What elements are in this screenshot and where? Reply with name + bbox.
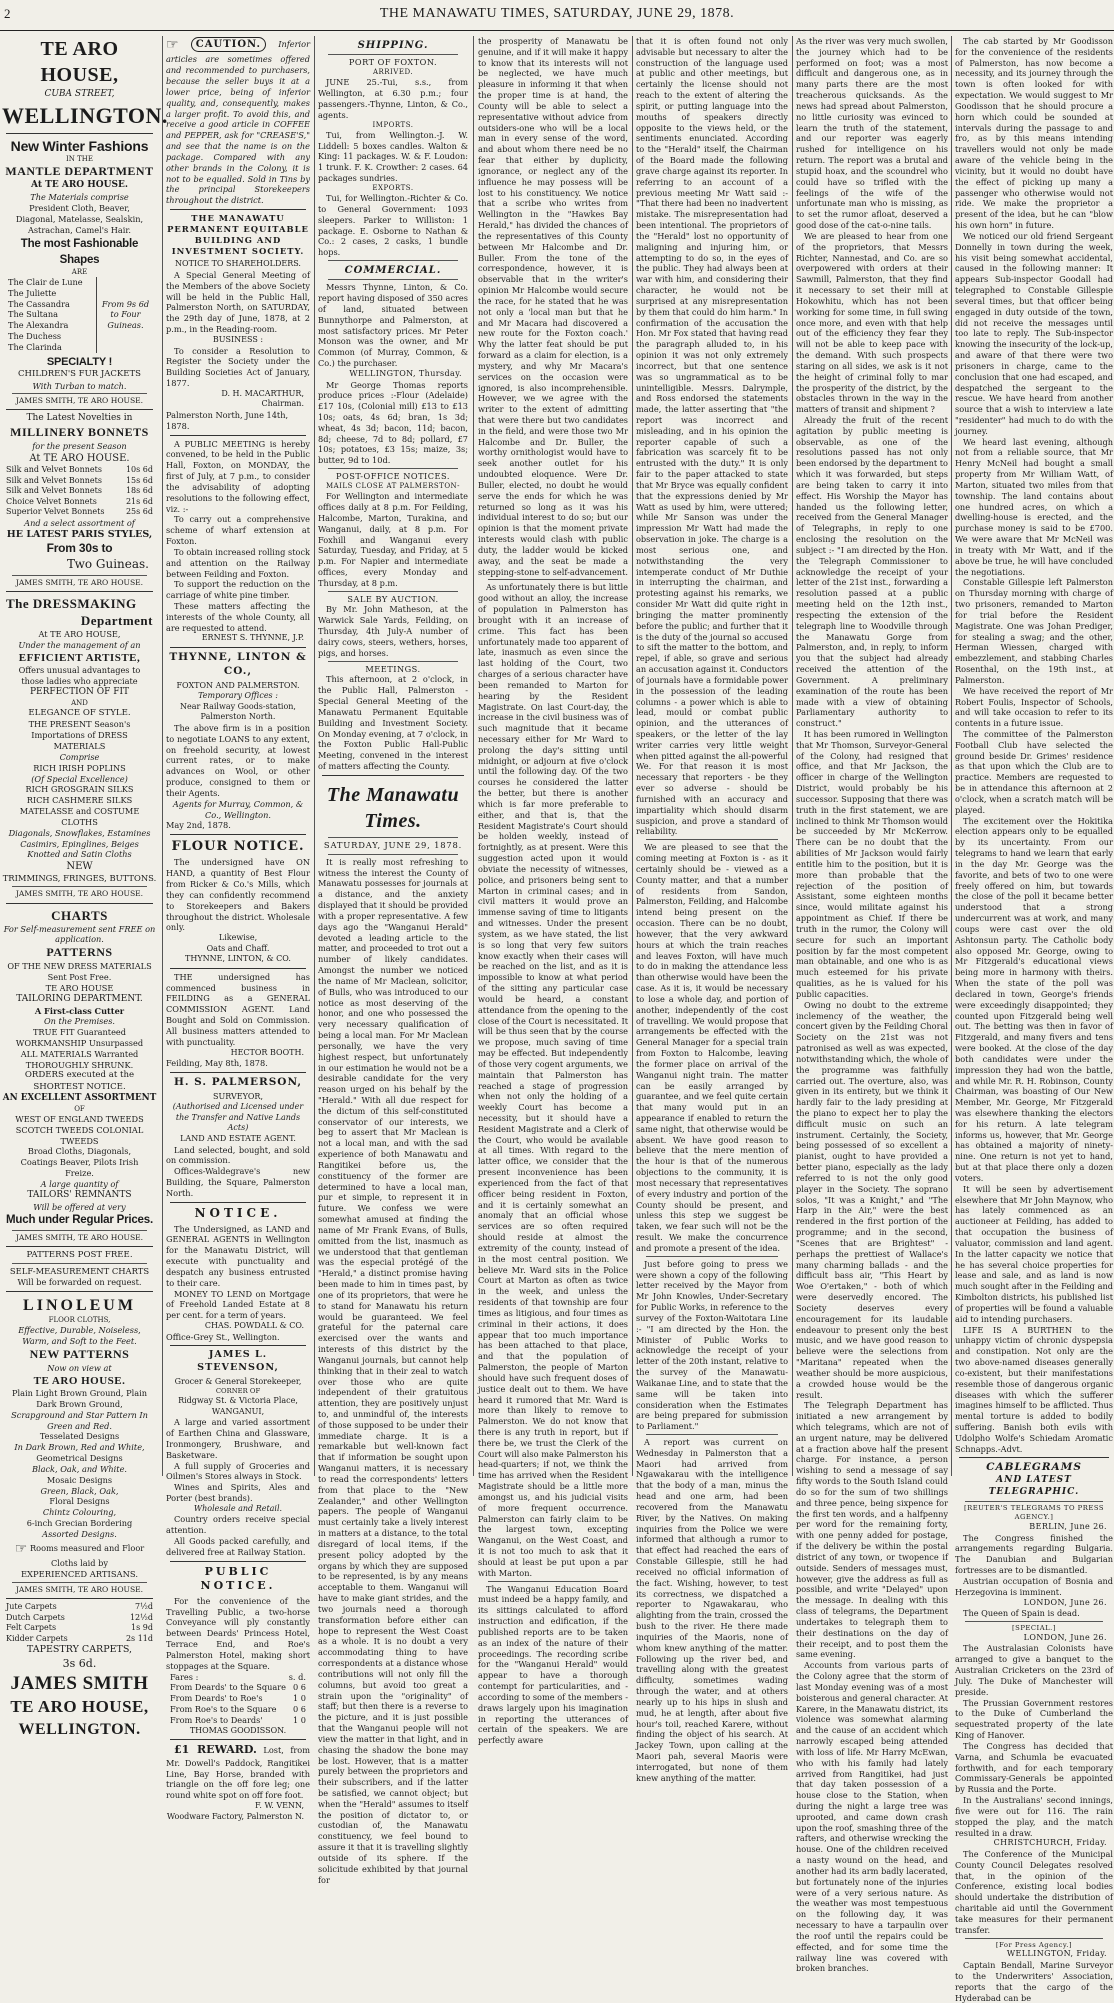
price-row <box>2 497 157 508</box>
article-text: The Wanganui Education Board must indeed be a happy family, and its sittings calculated to afford instruction and edification, if the published reports are to be taken as an index of the nature of their proceedings. The recording scribe for the "Wanganui Herald" would appear to have a thorough contempt for particularities, and - according to some of the members - draws largely upon his imagination in reporting the utterances of certain of the speakers. We are perfectly aware <box>478 1583 628 1746</box>
ad-text: WEST OF ENGLAND TWEEDS SCOTCH TWEEDS COLONIAL TWEEDS <box>15 1114 144 1146</box>
ad-text: AN EXCELLENT ASSORTMENT <box>2 1093 157 1104</box>
notice-heading: NOTICE. <box>194 1205 282 1220</box>
notice-signature: THOMAS GOODISSON. <box>189 1725 287 1735</box>
article-text: The Conference of the Municipal County Council Delegates resolved that, in the opinion of the Conference, existing local bodies should undertake the distribution of charitable aid until the Government take measures for their permanent transfer. <box>955 1848 1113 1935</box>
notice-text: The above firm is in a position to negotiate LOANS to any extent, on freehold security, at lowest current rates, or to make advances on Wool, or other produce, consigned to them or their Agents. <box>166 722 310 798</box>
article-text: Austrian occupation of Bosnia and Herzegovina is imminent. <box>955 1575 1113 1597</box>
notice-text: Temporary Offices : <box>198 691 278 701</box>
section-heading-shipping: SHIPPING. <box>357 40 429 51</box>
ad-text: ARE <box>71 267 88 276</box>
ad-text: MATELASSE and COSTUME CLOTHS <box>19 806 140 827</box>
price-item-name: Silk and Velvet Bonnets <box>6 475 102 485</box>
article-text: We heard last evening, although not from a reliable source, that Mr Henry McNeil had bought a small property from Mr William Watt, of Marton, situated two miles from that township. The land contains about one hundred acres, on which a dwelling-house is erected, and the purchase money is said to be £700. We were aware that Mr McNeil was in treaty with Mr Watt, and if the above be true, he will have concluded the negotiations. <box>955 436 1113 577</box>
price-row <box>2 465 157 476</box>
page-number: 2 <box>4 6 11 21</box>
ad-text: Effective, Durable, Noiseless, Warm, and Soft to the Feet. <box>18 1325 141 1347</box>
ad-text: Black, Oak, and White. <box>31 1463 128 1474</box>
dateline: WELLINGTON, Thursday. <box>349 368 462 378</box>
column-notices <box>166 36 310 1821</box>
caution-label: CAUTION. <box>191 37 266 52</box>
price-item-value: 1s 9d <box>131 1623 153 1633</box>
ad-text: Broad Cloths, Diagonals, Coatings Beaver, Pilots Irish Freize. <box>20 1146 139 1179</box>
notice-text: Grocer & General Storekeeper, <box>174 1376 302 1386</box>
article-text: Constable Gillespie left Palmerston on Thursday morning with charge of two prisoners, remanded to Marton for trial before the Resident Magistrate. One was Johan Prediger, for stealing a swag; and the other, Herman Wiessen, charged with embezzlement, and stabbing Charles Rosenthal, on the 19th inst., at Palmerston. <box>955 577 1113 685</box>
ad-text: Will be offered at very <box>33 1201 126 1212</box>
notice-text: To support the reduction on the carriage of white pine timber. <box>166 579 310 601</box>
article-text: The Australasian Colonists have arranged to give a banquet to the Australian Cricketers on the 23rd of July. The Duke of Manchester will preside. <box>955 1643 1113 1697</box>
article-text: The cab started by Mr Goodisson for the convenience of the residents of Palmerston, has now become a necessity, and its journey through the town is often looked for with expectation. We would suggest to Mr Goodisson that he should procure a horn which could be sounded at intervals during the passage to and fro, as by this means intending travellers would not only be made aware of the vehicle being in the vicinity, but it would no doubt have the effect of picking up many a passenger who otherwise would not ride. We make the proprietor a present of the idea, but he can "blow his own horn" in future. <box>955 36 1113 231</box>
ad-text: THOROUGHLY SHRUNK. <box>25 1059 134 1070</box>
article-text: As unfortunately there is but little good without an alloy, the increase of population in Palmerston has brought with it an increase of crime. This fact has been unfortunately made too apparent of late, inasmuch as even since the last holding of the Court, two charges of a serious character have been remanded to Marton for hearing by the Resident Magistrate. On last Court-day, the increase in the civil business was of such magnitude that it became necessary either for Mr Ward to prolong the day's sitting until midnight, or adjourn at five o'clock until the following day. Of the two courses he considered the latter the better, but there is another which is far more preferable to either, and that is, that the Resident Magistrate's Court should be holden weekly, instead of fortnightly, as at present. Were this suggestion acted upon it would obviate the necessity of witnesses, police, and prisoners being sent to Marton in criminal cases; and in civil matters it would prove an immense saving of time to litigants and witnesses. Under the present system, as we have stated, the list is so long that very few suitors know exactly when their cases will be reached on the list, and as it is impossible to know at what period of the sitting any particular case would be heard, a constant attendance from the opening to the close of the Court is necessitated. It will be thus seen that by the course we propose, much saving of time may be effected. But independently of those very cogent arguments, we maintain that Palmerston has reached a stage of progression when not only the holding of a weekly Court has become a necessity, but it should have a Resident Magistrate and a Clerk of the Court, who would be available at all times. With regard to the latter office, we consider that the present inconvenience has been experienced from the fact of that officer being resident in Foxton, and it is certainly somewhat an anomaly that an official whose services are so often required should reside at almost the extremity of the county, instead of in the most central position. We believe Mr. Ward sits in the Police Court at Marton as often as twice in the week, and unless the residents of that township are four times as litigious, and four times as criminal in their actions, it does appear that too much importance has been attached to that place, and that the population of Palmerston, the people of Marton should have such frequent doses of justice dealt out to them. We have heard it rumored that Mr. Ward is more than likely to remove to Palmerston. We do not know that there is any truth in report, but if there be, we trust the Clerk of the Court will also make Palmerston his head-quarters; if not, we think the time has arrived when the Resident Magistrate should be a little more amongst us, and his judicial visits of more frequent occurrence. Palmerston can fairly claim to be the largest town, excepting Wanganui, on the West Coast, and it is not too much to ask that it should at least be put upon a par with Marton. <box>478 582 628 1578</box>
column-editorial-3 <box>636 36 788 1783</box>
fare-price: 0 6 <box>292 1682 306 1693</box>
article-text: It will be seen by advertisement elsewhere that Mr John Maynow, who has lately commenced as an auctioneer at Feilding, has added to that occupation the business of valuator, commission and land agent. In the latter capacity we notice that he has several choice properties for lease and sale, and as land is now much sought after in the Feilding and Kimbolton districts, his published list of properties will be found a valuable aid to intending purchasers. <box>955 1183 1113 1324</box>
ad-text: The Latest Novelties in <box>26 413 133 424</box>
article-text: LIFE IS A BURTHEN to the unhappy victim of chronic dyspepsia and constipation. Not only are the two above-named diseases generally co-existent, but their manifestations resemble those of dangerous organic diseases with which the sufferer imagines himself to be afflicted. Thus mental torture is added to bodily suffering. Banish both evils with Udolpho Wolfe's Schiedam Aromatic Schnapps.-Advt. <box>955 1324 1113 1454</box>
fares-columns: s. d. <box>288 1671 306 1682</box>
price-row <box>2 1613 157 1624</box>
ad-footer-house: TE ARO HOUSE, <box>10 1697 149 1717</box>
column-rule <box>632 36 633 1476</box>
fare-price: 1 0 <box>292 1714 306 1725</box>
notice-text: For the convenience of the Travelling Public, a two-horse Conveyance will ply constantly between Deards' Princess Hotel, Terrace End, and Roe's Palmerston Hotel, making short stoppages at the Square. <box>166 1595 310 1671</box>
fare-row <box>166 1715 310 1726</box>
notice-text: To consider a Resolution to Register the Society under the Building Societies Act of January, 1877. <box>166 345 310 388</box>
ad-text: ORDERS executed at the SHORTEST NOTICE. <box>24 1070 135 1092</box>
article-text: The committee of the Palmerston Football Club have selected the ground beside Dr. Grimes' residence as that upon which the Club are to practice. Members are requested to be in attendance this afternoon at 2 o'clock, when a scratch match will be played. <box>955 729 1113 815</box>
ad-text: THE PRESENT Season's Importations of DRESS MATERIALS <box>28 719 131 752</box>
price-item-value: 25s 6d <box>125 507 153 517</box>
notice-text: LAND AND ESTATE AGENT. <box>180 1134 296 1144</box>
notice-text: Near Railway Goods-station, Palmerston North. <box>180 701 296 722</box>
ad-text: CHILDREN'S FUR JACKETS <box>18 369 141 380</box>
ad-text: A large quantity of <box>40 1178 119 1189</box>
notice-text: Ridgway St. & Victoria Place, <box>178 1396 298 1406</box>
sub-heading: [For Press Agency.] <box>995 1940 1073 1949</box>
article-text: By Mr. John Matheson, at the Warwick Sale Yards, Feilding, on Thursday, 4th July-A number of dairy cows, steers, wethers, horses, pigs, and horses. <box>318 604 468 658</box>
notice-signature: D. H. MACARTHUR, <box>221 388 304 398</box>
column-rule <box>314 36 315 1476</box>
article-text: The Congress finished the arrangements regarding Bulgaria. The Danubian and Bulgarian fortresses are to be dismantled. <box>955 1532 1113 1576</box>
notice-subheading: NOTICE TO SHAREHOLDERS. <box>175 259 301 269</box>
article-text: This afternoon, at 2 o'clock, in the Public Hall, Palmerston - Special General Meeting of the Manawatu Permanent Equitable Building and Investment Society. On Monday evening, at 7 o'clock, in the Foxton Public Hall-Public Meeting, convened in the interest of matters affecting the County. <box>318 674 468 772</box>
ad-text: TAILORING DEPARTMENT. <box>16 993 143 1004</box>
shape-item: The Juliette <box>8 287 57 298</box>
notice-heading: £1 REWARD. <box>174 1743 257 1757</box>
ad-text: RICH IRISH POPLINS <box>33 762 126 773</box>
ad-text: TRIMMINGS, FRINGES, BUTTONS. <box>2 873 157 884</box>
ad-text: Two Guineas. <box>67 557 149 571</box>
sub-heading: ARRIVED. <box>372 68 414 77</box>
shape-list <box>8 277 97 353</box>
notice-text: A PUBLIC MEETING is hereby convened, to be held in the Public Hall, Foxton, on MONDAY, the first of July, at 7 p.m., to consider the advisability of adopting resolutions to the following effect, viz. :- <box>166 438 310 514</box>
price-item-name: Felt Carpets <box>6 1623 57 1633</box>
column-local-news-cables <box>955 36 1113 2003</box>
notice-heading: FLOUR NOTICE. <box>171 839 305 855</box>
article-text: We have received the report of Mr Robert Foulis, Inspector of Schools, and will take occasion to refer to its contents in a future issue. <box>955 685 1113 729</box>
article-text: The Queen of Spain is dead. <box>963 1608 1080 1619</box>
ad-text: for the present Season <box>32 441 127 452</box>
shape-item: The Alexandra <box>8 320 69 331</box>
ad-text: HE LATEST PARIS STYLES, <box>6 528 153 540</box>
dateline: LONDON, June 26. <box>1023 1597 1107 1607</box>
article-text: The Telegraph Department has initiated a new arrangement by which telegrams, which are not of an urgent nature, may be delivered at a fraction above half the present charge. For instance, a person wishing to send a message of say fifty words to the South Island could do so for the sum of two shillings and three pence, being sixpence for the first ten words, and a halfpenny per word for the remaining forty, with one penny added for postage, if the delivery be within the postal district of any town, or twopence if outside. Senders of messages must, however, give the address as full as possible, and write "Delayed" upon the message. In dealing with this class of telegrams, the Department undertakes to telegraph them to their destinations on the day of their receipt, and to post them the same evening. <box>796 1400 948 1660</box>
ad-text: SELF-MEASUREMENT CHARTS <box>9 1266 150 1277</box>
ad-signature: JAMES SMITH, TE ARO HOUSE. <box>15 1585 144 1595</box>
ad-text: Diagonals, Snowflakes, Estamines Casimirs, Epinglines, Beiges Knotted and Satin Cloths <box>8 827 151 860</box>
article-text: Tui, from Wellington.-J. W. Liddell: 5 boxes candles. Walton & King: 11 packages. W. & F. Loudon: 1 trunk. F. K. Crowther: 2 cases. 64 packages sundries. <box>318 129 468 184</box>
notice-text: Offices-Waldegrave's new Building, the Square, Palmerston North. <box>166 1166 310 1198</box>
article-text: that it is often found not only advisable but necessary to alter the construction of the language used at public and other meetings, but certainly the license should not reach to the extent of altering the spirit, or putting language into the mouths of speakers directly opposite to the views held, or the sentiments enunciated. According to the "Herald" itself, the Chairman of the Board made the following grave charge against its reporter. In referring to an account of a previous meeting Mr Watt said :- "That there had been no inadvertent mistake. The misrepresentation had been intentional. The proprietors of the "Herald" lost no opportunity of maligning and injuring him, or attempting to do so, in the eyes of the public. They had always been at war with him, and considering their character, he would not be surprised at any misrepresentation by them that could do him harm." In confirmation of the accusation the Hon. Mr Fox stated that having read the paragraph alluded to, in his opinion it was not only extremely incorrect, but that one sentence was so ungrammatical as to be unintelligible. Messrs. Dalrymple, and Ross endorsed the statements made, the latter asserting that "the report was incorrect and misleading, and in his opinion the reporter capable of such a fabrication was scarcely fit to be entrusted with the duty." It is only fair to the paper attacked to state that Mr Bryce was equally confident that the expressions denied by Mr Watt as used by him, were uttered; while Mr Sanson was under the impression Mr Watt had made the observation in joke. The charge is a most serious one, and notwithstanding the very intemperate conduct of Mr Duthie in interrupting the chairman, and protesting against his remarks, we consider Mr Watt did quite right in bringing the matter prominently before the public; and further that it is the duty of the journal so accused to sift the matter to the bottom, and repel, if able, so grave and serious an accusation against it. Conductors of journals have a formidable power in the possession of the leading columns - a power which is able to lead, mould or combat public opinion, and the utterances of speakers, or the letter of the lay writer carries very little weight when pitted against the all-powerful We. For that reason it is most necessary that reporters - be they ever so adverse - should be furnished with an accuracy and impartiality which should disarm suspicion, and prove a standard of reliability. <box>636 36 788 837</box>
ad-text: At TE ARO HOUSE. <box>31 180 128 191</box>
article-text: The Congress has decided that Varna, and Schumla be evacuated forthwith, and for each temporary Commissary-Generals be appointed by Russia and the Porte. <box>955 1740 1113 1795</box>
notice-text: A full supply of Groceries and Oilmen's Stores always in Stock. <box>166 1460 310 1482</box>
notice-text: Office-Grey St., Wellington. <box>166 1331 280 1342</box>
ad-text: WORKMANSHIP Unsurpassed <box>15 1037 144 1048</box>
article-text: Owing no doubt to the extreme inclemency of the weather, the concert given by the Feilding Choral Society on the 21st was not patronised as well as was expected, notwithstanding which, the whole of the programme was faithfully carried out. The overture, also, was given in its entirety, but we think it hardly fair to the lady presiding at the piano to expect her to play the difficult music on such an instrument. Certainly, the Society, being possessed of so excellent a pianist, ought to have provided a better piano, especially as the lady referred to is not the only good player in the Society. The soprano solos, "It was a Knight," and "The Harp in the Air," were the best rendered in the first portion of the programme; and in the second, "Scenes that are Brightest" - perhaps the prettiest of Wallace's many charming ballads - and the difficult bass air, "This Heart by Woe O'ertaken," - both of which were deservedly encored. The Society deserves every encouragement for its laudable endeavour to present only the best music, and we have good reason to believe were the selections from "Maritana" repeated when the weather should be more auspicious, a crowded house would be the result. <box>796 999 948 1400</box>
ad-city: WELLINGTON. <box>2 102 168 128</box>
ad-footer-city: WELLINGTON. <box>18 1720 141 1738</box>
notice-text: SURVEYOR, <box>213 1091 263 1101</box>
notice-heading: PUBLIC NOTICE. <box>200 1564 276 1593</box>
column-rule <box>473 36 474 1476</box>
article-text: the prosperity of Manawatu be genuine, and if it will make it happy to know that its interests will not be neglected, we have much pleasure in informing it that when the proper time is at hand, the County will be able to select a representative without advice from outsiders-one who will be a local man in every sense of the word, and about whom there need be no fear that either by duplicity, ignorance, or neglect any of the influence he may possess will be lost to his constituency. We notice that a scribe who writes from Wellington in the "Hawkes Bay Herald," has divided the chances of the representatives of this County between Mr Halcombe and Dr. Buller. From the tone of the correspondence, however, it is observable that in the writer's opinion Mr Halcombe would secure the race, for he stated that he was not only a 'local man but that he and Mr Macara had discovered a new route for the Foxton coach.' Why the latter feat should be put forward as a claim for election, is a mystery, and why Mr Macara's services on the occasion were ignored, is also incomprehensible. However, we we agree with the writer to the extent of admitting that were there but two candidates in the field, and were those two Mr Halcombe and Dr. Buller, the worthy ornithologist would have to seek another outlet for his undoubted eloquence. Were Dr. Buller, elected, no doubt he would serve the ends for which he was returned so long as it was his individual interest to do so; but our opinion is that the moment private interests would clash with public duty, the ladder would be kicked away, and the seat be made a stepping-stone to self-advancement. <box>478 36 628 577</box>
ad-text: Floral Designs <box>49 1496 110 1507</box>
notice-text: Wholesale and Retail. <box>193 1503 283 1513</box>
notice-text: Chairman. <box>261 399 304 409</box>
notice-signature: HECTOR BOOTH. <box>230 1047 304 1057</box>
sub-heading: PORT OF FOXTON. <box>348 57 438 68</box>
caution-text: Inferior articles are sometimes offered and recommended to purchasers, because the seller buys it at a lower price, being of inferior quality, and, consequently, makes a larger profit. To avoid this, and receive a good article in COFFEE and PEPPER, ask for "CREASE'S," and see that the name is on the package. Compared with any other brands in the Colony, it is not to be equalled. Sold in Tins by the principal Storekeepers throughout the district. <box>166 39 310 206</box>
sub-heading: MEETINGS. <box>365 663 421 674</box>
masthead <box>0 6 1114 28</box>
column-rule <box>792 36 793 1476</box>
ad-text: EXPERIENCED ARTISANS. <box>20 1569 139 1580</box>
ad-text: In Dark Brown, Red and White, <box>14 1442 145 1453</box>
ad-text: Assorted Designs. <box>42 1528 117 1539</box>
notice-text: Oats and Chaff. <box>206 943 270 953</box>
notice-date: Palmerston North, June 14th, 1878. <box>166 409 289 431</box>
sub-heading: SALE BY AUCTION. <box>347 593 439 604</box>
ad-fashions: New Winter Fashions <box>10 137 149 154</box>
shape-item: The Cassandra <box>8 298 70 309</box>
article-text: In the Australians' second innings, five were out for 116. The rain stopped the play, and the match resulted in a draw. <box>955 1795 1113 1838</box>
ad-text: Mosaic Designs <box>46 1474 113 1485</box>
ad-shapes-head: The most Fashionable Shapes <box>20 238 139 266</box>
ad-text: TAPESTRY CARPETS, <box>26 1644 133 1656</box>
article-text: The Prussian Government restores to the Duke of Cumberland the sequestrated property of the late King of Hanover. <box>955 1697 1113 1741</box>
ad-text: NEW PATTERNS <box>29 1346 130 1361</box>
notice-heading: THYNNE, LINTON & CO., <box>169 651 307 677</box>
notice-subheading: FOXTON AND PALMERSTON. <box>176 680 300 690</box>
column-rule <box>951 36 952 1476</box>
shape-price: From 9s 6d to Four Guineas. <box>101 298 150 331</box>
article-text: Captain Bendall, Marine Surveyor to the Underwriters' Association, reports that the cargo of the Hyderabad can be <box>955 1960 1113 2003</box>
price-row <box>2 1623 157 1634</box>
price-item-name: Silk and Velvet Bonnets <box>6 486 102 496</box>
notice-heading: THE MANAWATU PERMANENT EQUITABLE BUILDING AND INVESTMENT SOCIETY. <box>167 213 309 257</box>
ad-text: RICH CASHMERE SILKS <box>26 795 133 806</box>
article-text: For Wellington and intermediate offices daily at 8 p.m. For Feilding, Halcombe, Marton, Turakina, and Wanganui, daily, at 8 p.m. For Foxhill and Wanganui every Saturday, Tuesday, and Friday, at 5 p.m. For Napier and intermediate offices, every Monday and Thursday, at 8 p.m. <box>318 491 468 588</box>
sub-heading: EXPORTS. <box>372 183 414 192</box>
article-text: Just before going to press we were shown a copy of the following letter received by the Mayor from Mr John Knowles, Under-Secretary for Public Works, in reference to the survey of the Foxton-Waitotara Line :- "I am directed by the Hon. the Minister of Public Works to acknowledge the receipt of your letter of the 20th instant, relative to the survey of the Manawatu-Waikanae Line, and to state that the same will be taken into consideration when the Estimates are being prepared for submission to Parliament." <box>636 1258 788 1432</box>
pointing-hand-icon: ☞ <box>14 1540 28 1557</box>
ad-text: 6-inch Grecian Bordering <box>26 1518 133 1529</box>
column-rule <box>162 36 163 1476</box>
article-text: We are pleased to hear from one of the proprietors, that Messrs Richter, Nannestad, and Co. are so overpowered with orders at their Sawmill, Palmerston, that they find it necessary to set their mill at Hokowhitu, which has not been working for some time, in full swing once more, and even with that help out of the efficiency they fear they will not be able to keep pace with the demand. With such prospects staring on all sides, we ask is it not the height of criminal folly to mar the prosperity of the district, by the obstacles thrown in the way in the matters of transit and shipment ? <box>796 230 948 415</box>
ad-text: Comprise <box>59 751 100 762</box>
sub-heading: [SPECIAL.] <box>1012 1623 1056 1632</box>
ad-street: CUBA STREET, <box>44 88 115 99</box>
notice-text: The undersigned have ON HAND, a quantity of Best Flour from Ricker & Co.'s Mills, which they can confidently recommend to Storekeepers and Bakers throughout the district. Wholesale only. <box>166 857 310 933</box>
ad-text: OF <box>74 1104 85 1113</box>
ad-signature: JAMES SMITH, TE ARO HOUSE. <box>15 577 144 587</box>
price-item-value: 7½d <box>135 1602 153 1612</box>
price-row <box>2 486 157 497</box>
ad-text: For Self-measurement sent FREE on application. <box>3 923 156 945</box>
dateline: WELLINGTON, Friday. <box>1006 1949 1107 1959</box>
section-heading-telegraphic: AND LATEST TELEGRAPHIC. <box>988 1475 1080 1498</box>
ad-dressmaking: The DRESSMAKING <box>6 595 137 611</box>
ad-text: With Turban to match. <box>32 380 127 391</box>
notice-date: May 2nd, 1878. <box>166 820 231 831</box>
ad-mantle-dept: MANTLE DEPARTMENT <box>5 164 154 179</box>
notice-text: BUSINESS : <box>212 334 264 344</box>
ad-text: On the Premises. <box>43 1016 116 1027</box>
price-item-value: 2s 11d <box>125 1633 153 1643</box>
price-item-name: Dutch Carpets <box>6 1612 65 1622</box>
fare-row <box>166 1693 310 1704</box>
price-item-name: Jute Carpets <box>6 1602 57 1612</box>
price-row <box>2 1634 157 1645</box>
fare-route: From Deards' to the Square <box>170 1682 286 1693</box>
fare-route: From Deards' to Roe's <box>170 1693 263 1704</box>
notice-text: To obtain increased rolling stock and attention on the Railway between Feilding and Foxton. <box>166 546 310 579</box>
article-text: We noticed our old friend Sergeant Donnelly in town during the week, his visit being somewhat accidental, caused in the following manner: It appears Sub-inspector Goodall had telegraphed to Constable Gillespie several times, but that officer being engaged in duty outside of the town, did not receive the messages until too late to reply. The Sub-inspector knowing the insecurity of the lock-up, and aware of that there were two prisoners in charge, came to the conclusion that one had escaped, and despatched the sergeant to the rescue. We have heard from another source that a wish to interview a late "residenter" had much to do with the journey. <box>955 230 1113 436</box>
fare-price: 1 0 <box>292 1693 306 1704</box>
price-item-name: Kidder Carpets <box>6 1633 68 1643</box>
ad-text: TE ARO HOUSE <box>45 982 114 993</box>
shape-item: The Clarinda <box>8 341 62 352</box>
ad-signature: JAMES SMITH, TE ARO HOUSE. <box>15 1232 144 1242</box>
ad-text: Tesselated Designs <box>39 1431 120 1442</box>
fares-label: Fares : <box>170 1671 199 1682</box>
ad-text: NEW <box>66 861 93 873</box>
sub-heading: [REUTER'S TELEGRAMS TO PRESS AGENCY.] <box>963 1504 1105 1522</box>
ad-text: RICH GROSGRAIN SILKS <box>25 784 134 795</box>
notice-text: A large and varied assortment of Earthen China and Glassware, Ironmongery, Brushware, and Basketware. <box>166 1417 310 1460</box>
ad-text: EFFICIENT ARTISTE, <box>18 651 141 664</box>
notice-text: Agents for Murray, Common, & Co., Wellington. <box>172 798 304 820</box>
ad-text: Scrapground and Star Pattern In Green and Red. <box>11 1409 148 1431</box>
article-text: Accounts from various parts of the Colony agree that the storm of last Monday evening was of a most boisterous and general character. At Karere, in the Manawatu district, its violence was somewhat alarming and the cause of an accident which narrowly escaped being attended with loss of life. Mr Harry McEwan, who with his family had lately arrived from Rangitikei, had just that day taken possession of a house close to the Station, when during the night a large tree was uprooted, and came down crash upon the roof, smashing three of the rafters, and otherwise wrecking the house. One of the children received a nasty wound on the head, and another had its arm badly lacerated, but fortunately none of the injuries were of a very serious nature. As the weather was most tempestuous on the following day, it was necessary to have a tarpaulin over the roof until the repairs could be effected, and for some time the railway line was covered with broken branches. <box>796 1660 948 1974</box>
notice-text: THE undersigned has commenced business in FEILDING as a GENERAL COMMISSION AGENT. Land Bought and Sold on Commission. All business matters attended to with punctuality. <box>166 971 310 1047</box>
ad-signature: JAMES SMITH, TE ARO HOUSE. <box>15 396 144 406</box>
article-text: Tui, for Wellington.-Richter & Co. to General Government: 1093 sleepers. Parker to Williston: 1 package. E. Osborne to Nathan & Co.: 2 cases, 2 casks, 1 bundle hops. <box>318 193 468 258</box>
price-item-name: Superior Velvet Bonnets <box>6 507 105 517</box>
ad-text: (Of Special Excellence) <box>31 773 128 784</box>
dateline: LONDON, June 26. <box>1023 1632 1107 1642</box>
notice-text: CORNER OF <box>215 1387 261 1396</box>
price-item-name: Choice Velvet Bonnets <box>6 496 97 506</box>
ad-text: FLOOR CLOTHS, <box>48 1316 111 1325</box>
paper-date: SATURDAY, JUNE 29, 1878. <box>323 839 463 850</box>
article-text: Mr George Thomas reports produce prices :-Flour (Adelaide) £17 10s, (Colonial mill) £13 to £13 10s; oats, 4s 6d; bran, 1s 3d; wheat, 4s 3d; bacon, 11d; bacon, 8d; cheese, 7d to 8d; pollard, £7 10s; potatoes, £3 15s; maize, 3s; butter, 9d to 10d. <box>318 379 468 466</box>
sub-heading: POST-OFFICE NOTICES. <box>336 471 450 482</box>
notice-text: WANGANUI, <box>211 1406 265 1416</box>
notice-text: Wines and Spirits, Ales and Porter (best brands). <box>166 1482 310 1504</box>
ad-text: The Materials comprise <box>30 192 129 203</box>
notice-text: The Undersigned, as LAND and GENERAL AGENTS in Wellington for the Manawatu District, will execute with punctuality and despatch any business entrusted to their care. <box>166 1223 310 1288</box>
sub-heading: IMPORTS. <box>372 120 414 129</box>
shape-item: The Sultana <box>8 309 59 320</box>
ad-text: At TE ARO HOUSE. <box>29 452 130 464</box>
notice-signature: THYNNE, LINTON, & CO. <box>185 954 291 964</box>
pointing-hand-icon: ☞ <box>166 37 179 53</box>
article-text: JUNE 25.-Tui, s.s., from Wellington, at 6.30 p.m.; four passengers.-Thynne, Linton, & Co., agents. <box>318 77 468 120</box>
ad-text: 3s 6d. <box>62 1656 97 1670</box>
column-news-editorial <box>318 36 468 1885</box>
sub-heading: MAILS CLOSE AT PALMERSTON- <box>325 481 461 490</box>
ad-text: Chintz Colouring, <box>42 1507 117 1518</box>
ad-text: Under the management of an <box>18 639 141 650</box>
ad-text: Geometrical Designs <box>36 1453 123 1464</box>
ad-text: Plain Light Brown Ground, Plain Dark Brown Ground, <box>12 1388 147 1409</box>
column-te-aro-house <box>2 36 168 1738</box>
notice-heading: JAMES L. STEVENSON, <box>197 1349 279 1374</box>
price-item-value: 15s 6d <box>125 475 153 485</box>
ad-specialty: SPECIALTY ! <box>46 355 113 368</box>
ad-signature: JAMES SMITH, TE ARO HOUSE. <box>15 889 144 899</box>
ad-text: Will be forwarded on request. <box>17 1277 142 1288</box>
ad-text: ALL MATERIALS Warranted <box>20 1048 139 1059</box>
notice-signature: F. W. VENN, <box>255 1801 304 1811</box>
fare-route: From Roe's to the Square <box>170 1704 277 1715</box>
ad-text: TAILORS' REMNANTS <box>27 1189 132 1200</box>
shape-item: The Duchess <box>8 331 62 342</box>
ad-text: Department <box>80 613 153 628</box>
price-item-name: Silk and Velvet Bonnets <box>6 465 102 475</box>
ad-text: TE ARO HOUSE. <box>33 1374 126 1387</box>
ad-text: Much under Regular Prices. <box>6 1213 153 1226</box>
ad-house-name: TE ARO HOUSE, <box>40 38 119 87</box>
dateline: CHRISTCHURCH, Friday. <box>993 1838 1107 1848</box>
fare-price: 0 6 <box>292 1704 306 1715</box>
article-text: The excitement over the Hokitika election appears only to be equalled by its uncertainty. From our telegrams to hand we learn that early in the day Mr. George was the favorite, and bets of two to one were freely offered on him, but towards the close of the poll it became better understood that a strong undercurrent was at work, and many coups were cast over the old Ashtonsun party. The Catholic body also opposed Mr. George, owing to Mr Fitzgerald's educational views being more in harmony with theirs. When the state of the poll was declared in town, George's friends were exceedingly disappointed; they counted upon Fitzgerald being well out. The betting was then in favor of Fitzgerald, and many fivers and tens were booked. At the close of the day both candidates were under the impression they had won the battle, and while Mr. R. H. Robinson, County Chairman, was boasting of Our New Member, Mr. George, Mr Fitzgerald was elsewhere thanking the electors for his return. A late telegram informs us, however, that Mr. George has obtained a majority of ninety-nine. One return is not yet to hand, but at that place there only a dozen voters. <box>955 815 1113 1183</box>
section-heading-commercial: COMMERCIAL. <box>344 265 442 277</box>
ad-charts: CHARTS <box>51 907 108 923</box>
notice-text: Country orders receive special attention. <box>166 1514 310 1536</box>
notice-heading: H. S. PALMERSON, <box>173 1075 303 1088</box>
shape-item: The Clair de Lune <box>8 276 83 287</box>
price-item-value: 10s 6d <box>125 465 153 475</box>
column-local-news <box>796 36 948 1974</box>
ad-text: AND <box>71 698 88 707</box>
price-item-value: 18s 6d <box>125 486 153 496</box>
article-text: Already the fruit of the recent agitation by public meeting is observable, as one of the resolutions passed has not only been endorsed by the department to which it was forwarded, but steps are being taken to carry it into effect. His Worship the Mayor has handed us the following letter, received from the General Manager of Telegraphs, in reply to one enclosing the resolution on the subject :- "I am directed by the Hon. the Telegraph Commissioner to acknowledge the receipt of your letter of the 21st inst., forwarding a resolution passed at a public meeting held on the 12th inst., respecting the extension of the telegraph line to Woodville through the Manawatu Gorge from Palmerston, and, in reply, to inform you that the subject had already received the attention of the Government. A preliminary examination of the route has been made with a view of obtaining Parliamentary authority to construct." <box>796 414 948 729</box>
masthead-rule <box>0 30 1114 31</box>
article-text: It has been rumored in Wellington that Mr Thomson, Surveyor-General of the Colony, had resigned that office, and that Mr Jackson, the officer in charge of the Wellington District, would probably be his successor. Supposing that there was truth in the first statement, we are inclined to think Mr Thomson would be succeeded by Mr McKerrow. There can be no doubt that the abilities of Mr Jackson would fairly entitle him to the position, but it is more than probable that the rejection of the position of Assistant, some eighteen months since, would militate against his appointment as Chief. If there be truth in the rumor, the Colony will secure for such an important position by far the most competent man obtainable, and one who is as much esteemed for his private qualities, as he is valued for his public capacities. <box>796 729 948 999</box>
article-text: Messrs Thynne, Linton, & Co. report having disposed of 350 acres of land, situated between Bunnythorpe and Palmerston, at most satisfactory prices. Mr Peter Monson was the owner, and Mr Common (of Murray, Common, & Co.) the purchaser. <box>318 282 468 369</box>
ad-footer-name: JAMES SMITH <box>10 1673 149 1695</box>
ad-text: IN THE <box>66 155 93 164</box>
editorial-text: It is really most refreshing to witness the interest the County of Manawatu possesses for journals at a distance, and the anxiety displayed that it should be provided with a proper representative. A few days ago the "Wanganui Herald" devoted a leading article to the matter, and proceeded to trot out a number of likely candidates. Amongst the number we noticed the name of Mr Maclean, solicitor, of Bulls, who was introduced to our notice as most deserving of the honor, and one who possessed the very necessary qualification of being a local man. For Mr Maclean personally, we have the very highest respect, but unfortunately in our estimation he would not be a desirable candidate for the very reason urged on his behalf by the "Herald." With all due respect for the dictum of this self-constituted conservator of our interests, we beg to assert that Mr Maclean is not a local man, and with the sad experience of both Manawatu and Rangitikei before us, the constituency of the former are determined to have a local man, pur et simple, to represent it in future. We confess we were somewhat amused at finding the name of Mr Frank Evans, of Bulls, omitted from the list, inasmuch as we understood that that gentleman was the especial protégé of the "Herald," a distinct promise having been made to him in times past, by one of its proprietors, that were he to stand for Manawatu his return would be guaranteed. We feel grateful for the paternal care exercised over the wants and interests of this district by the Wanganui journals, but cannot help thinking that in their zeal to watch over those who are quite independent of their gratuitous attention, they are positively unjust to, and unmindful of, the interests of those supposed to be under their immediate charge. It is a remarkable but well-known fact that if information be sought upon Wanganui matters, it is necessary to read the correspondents' letters from that place to the "New Zealander," and other Wellington papers. The people of Wanganui must certainly take a lively interest in matters at a distance, to the total disregard of local items, if the present policy adopted by the organs by which they are supposed to be represented, is by any means acceptable to them. Wanganui will have to make giant strides, and the two journals need a thorough transformation before either can hope to represent the West Coast as a whole. It is no doubt a very accommodating thing to have correspondents at a distance whose contributions will not only fill the columns, but avoid too great a strain upon the "originality" of staff; but then there is a reverse to the picture, and it is just possible that the Wanganui people will not view the matter in that light, and in chasing the shadow the bone may be lost. However, that is a matter purely between the proprietors and their subscribers, and if the latter be satisfied, we cannot object; but when the "Herald" assumes to itself the position of dictator to, or custodian of, the Manawatu constituency, we feel bound to assure it that it is travelling slightly outside of its sphere. If the solicitude exhibited by that journal for <box>318 856 468 1885</box>
article-text: As the river was very much swollen, the journey which had to be performed on foot; was a most difficult and dangerous one, as in many parts there are the most treacherous quicksands. As the news had spread about Palmerston, no little curiosity was evinced to learn the truth of the statement, and our reporter was eagerly rushed for intelligence on his return. The report was a brutal and stupid hoax, and the scoundrel who could have so trifled with the feelings of the wife of the unfortunate man who is missing, as to set the rumor afloat, deserved a good dose of the cat-o-nine tails. <box>796 36 948 231</box>
ad-text: A First-class Cutter <box>34 1005 125 1016</box>
paper-title: The Manawatu Times. <box>326 783 460 833</box>
notice-text: Likewise, <box>218 933 258 943</box>
article-text: A report was current on Wednesday in Palmerston that a Maori had arrived from Ngawakarau with the intelligence that the body of a man, minus the head and one arm, had been recovered from the Manawatu River, by the Natives. On making inquiries from the Police we were informed that although a rumor to that effect had reached the ears of Constable Gillespie, still he had received no official information of the fact. Wishing, however, to test its correctness, we dispatched a reporter to Ngawakarau, who alighting from the train, crossed the bush to the river. He there made inquiries of the Maoris, none of whom knew anything of the matter. Following up the river bed, and travelling along with the greatest difficulty, sometimes wading through the water, and at others nearly up to his hips in slush and mud, he at length, after about five hour's toil, reached Karere, without finding the object of his search. At Jackey Town, upon calling at the Maori pah, several Maoris were interrogated, but none of them knew anything of the matter. <box>636 1437 788 1783</box>
price-item-value: 21s 6d <box>125 496 153 506</box>
ad-text: Now on view at <box>47 1362 112 1373</box>
ad-text: President Cloth, Beaver, Diagonal, Matelasse, Sealskin, Astrachan, Camel's Hair. <box>15 202 144 235</box>
price-row <box>2 1602 157 1613</box>
notice-text: Lost, from Mr. Dowell's Paddock, Rangitikei Line, Bay Horse, branded with triangle on the off fore leg; one round white spot on off fore foot. <box>166 1745 310 1801</box>
ad-text: From 30s to <box>46 541 113 556</box>
ad-text: TRUE FIT Guaranteed <box>32 1027 127 1038</box>
fare-row <box>166 1704 310 1715</box>
notice-date: Feilding, May 8th, 1878. <box>166 1058 268 1069</box>
notice-text: A Special General Meeting of the Members of the above Society will be held in the Public Hall, Palmerston North, on SATURDAY, the 29th day of June, 1878, at 2 p.m., in the Reading-room. <box>166 269 310 335</box>
ad-text: OF THE NEW DRESS MATERIALS Sent Post Free. <box>7 961 152 982</box>
ad-linoleum: LINOLEUM <box>23 1296 136 1314</box>
ad-text: PATTERNS <box>46 945 113 960</box>
ad-text: At TE ARO HOUSE, <box>38 629 121 640</box>
newspaper-title: THE MANAWATU TIMES, SATURDAY, JUNE 29, 1878. <box>379 6 735 21</box>
notice-text: (Authorised and Licensed under the Transfer and Native Lands Acts) <box>172 1102 304 1133</box>
ad-text: ELEGANCE OF STYLE. <box>28 708 131 719</box>
notice-text: Woodware Factory, Palmerston N. <box>166 1811 304 1821</box>
fare-row <box>166 1682 310 1693</box>
notice-text: These matters affecting the interests of the whole County, all are requested to attend. <box>166 600 310 633</box>
fare-route: From Roe's to Deards' <box>170 1714 263 1725</box>
dateline: BERLIN, June 26. <box>1029 1522 1107 1532</box>
notice-signature: ERNEST S. THYNNE, J.P. <box>201 633 304 643</box>
notice-text: Land selected, bought, and sold on commission. <box>166 1144 310 1166</box>
article-text: We are pleased to see that the coming meeting at Foxton is - as it certainly should be - viewed as a County matter, and that a number of residents from Sandon, Palmerston, Feilding, and Halcombe intend being present on the occasion. There can be no doubt, however, that the very awkward hours at which the train reaches and leaves Foxton, will have much to do in making the attendance less than otherwise would have been the case. As it is, it would be necessary to lose a whole day, and portion of another, independently of the cost of travelling. We would propose that arrangements be effected with the General Manager for a special train from Foxton to Halcombe, leaving the former place on arrival of the Wanganui night train. The matter can be easily arranged by guarantee, and we feel quite certain that many would put in an appearance if enabled to return the same night, that otherwise would be absent. We have good reason to believe that the mere mention of the hour is that of the numerous objections to the community, it is most necessary that representatives of every industry and portion of the County should be present, and unless this step we suggest be taken, we fear such will not be the result. We make the concurrence and promote a present of the idea. <box>636 842 788 1253</box>
ad-text: Rooms measured and Floor Cloths laid by <box>29 1542 145 1569</box>
ad-text: Green, Black, Oak, <box>40 1485 119 1496</box>
ad-text: Offers unusual advantages to those ladies who appreciate <box>18 665 141 687</box>
column-editorial-2 <box>478 36 628 1746</box>
section-heading-cablegrams: CABLEGRAMS <box>986 1461 1082 1474</box>
ad-text: And a select assortment of <box>24 517 135 528</box>
price-row <box>2 476 157 487</box>
ad-bonnets: MILLINERY BONNETS <box>10 425 149 440</box>
notice-text: MONEY TO LEND on Mortgage of Freehold Landed Estate at 8 per cent. for a term of years. <box>166 1288 310 1321</box>
ad-text: PERFECTION OF FIT <box>29 686 130 697</box>
price-row <box>2 507 157 518</box>
notice-text: All Goods packed carefully, and delivered free at Railway Station. <box>166 1536 310 1557</box>
notice-signature: CHAS. POWDALL & CO. <box>204 1320 304 1330</box>
ad-text: PATTERNS POST FREE. <box>26 1249 133 1260</box>
notice-text: To carry out a comprehensive scheme of wharf extension at Foxton. <box>166 514 310 547</box>
price-item-value: 12½d <box>129 1612 153 1622</box>
